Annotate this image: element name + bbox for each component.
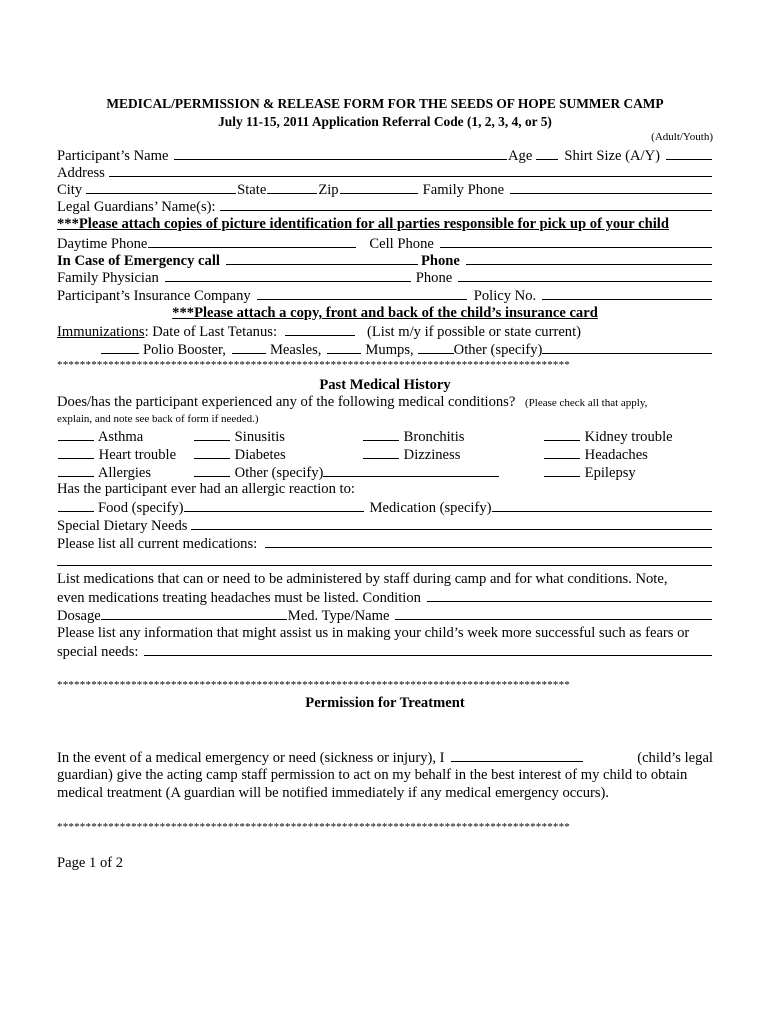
measles-check[interactable] [232,340,266,354]
measles-label: Measles, [269,342,322,358]
form-page [57,0,713,1024]
emergency-label: In Case of Emergency call [57,253,220,269]
immunizations-label: Immunizations [57,324,145,340]
staff-meds-line-2: even medications treating headaches must be listed. Condition [57,590,421,606]
physician-phone-field[interactable] [458,268,712,282]
emergency-phone-label: Phone [420,253,460,269]
staff-meds-row [57,588,713,606]
physician-phone-label: Phone [415,270,453,286]
participant-name-row [57,146,713,164]
treatment-p1-end: (child’s legal [637,750,713,766]
physician-field[interactable] [165,268,411,282]
address-label: Address [57,165,105,181]
phones-row [57,234,713,252]
dizziness-check[interactable] [363,445,399,459]
history-question-note: (Please check all that apply, [525,397,648,409]
separator-2: ****************************************************************************************** [57,679,570,691]
daytime-phone-field[interactable] [148,234,356,248]
bronchitis-check[interactable] [363,427,399,441]
diet-label: Special Dietary Needs [57,518,188,534]
dizziness-label: Dizziness [403,447,461,463]
info-line-2: special needs: [57,644,139,660]
food-label: Food (specify) [98,500,184,516]
guardians-field[interactable] [220,197,712,211]
policy-field[interactable] [542,286,712,300]
other-condition-check[interactable] [194,463,230,477]
med-type-field[interactable] [395,606,712,620]
city-field[interactable] [86,180,236,194]
info-row [57,642,713,660]
cell-phone-label: Cell Phone [369,236,434,252]
city-label: City [57,182,83,198]
age-field[interactable] [536,146,558,160]
kidney-check[interactable] [544,427,580,441]
allergies-label: Allergies [97,465,152,481]
id-notice: ***Please attach copies of picture identification for all parties responsible for pick up of your child [57,216,669,232]
sinusitis-label: Sinusitis [234,429,285,445]
special-needs-field[interactable] [144,642,712,656]
state-label: State [237,182,267,198]
participant-name-field[interactable] [174,146,507,160]
shirt-size-field[interactable] [666,146,712,160]
headaches-label: Headaches [584,447,648,463]
treatment-line-2: guardian) give the acting camp staff permission to act on my behalf in the best interest of my child to obtain [57,767,688,783]
current-meds-field-2[interactable] [57,552,712,566]
heart-label: Heart trouble [98,447,177,463]
medication-allergy-label: Medication (specify) [369,500,492,516]
tetanus-note: (List m/y if possible or state current) [367,324,582,340]
allergies-check[interactable] [58,463,94,477]
food-check[interactable] [58,498,94,512]
address-row [57,163,713,181]
adult-youth-note: (Adult/Youth) [651,131,713,143]
mumps-check[interactable] [327,340,361,354]
headaches-check[interactable] [544,445,580,459]
page-number: Page 1 of 2 [57,855,124,871]
allergic-question: Has the participant ever had an allergic reaction to: [57,481,355,497]
conditions-row-2 [57,445,713,463]
asthma-check[interactable] [58,427,94,441]
other-vaccine-check[interactable] [418,340,454,354]
family-phone-field[interactable] [510,180,712,194]
history-question-row [57,393,713,411]
form-subtitle: July 11-15, 2011 Application Referral Code (1, 2, 3, 4, or 5) [218,114,552,129]
form-title: MEDICAL/PERMISSION & RELEASE FORM FOR THE SEEDS OF HOPE SUMMER CAMP [106,96,664,111]
age-label: Age [508,148,533,164]
diabetes-label: Diabetes [234,447,286,463]
tetanus-field[interactable] [285,322,355,336]
other-vaccine-field[interactable] [542,340,712,354]
family-phone-label: Family Phone [422,182,505,198]
heart-check[interactable] [58,445,94,459]
staff-meds-line-1: List medications that can or need to be administered by staff during camp and for what conditions. Note, [57,571,668,587]
dosage-field[interactable] [101,606,287,620]
physician-row [57,268,713,286]
insurance-row [57,286,713,304]
cell-phone-field[interactable] [440,234,712,248]
allergic-row [57,498,713,516]
participant-name-label: Participant’s Name [57,148,169,164]
guardians-row [57,197,713,215]
separator-1: ****************************************************************************************** [57,359,570,371]
polio-check[interactable] [101,340,139,354]
other-condition-field[interactable] [323,463,499,477]
emergency-row [57,251,713,269]
bronchitis-label: Bronchitis [403,429,465,445]
physician-label: Family Physician [57,270,159,286]
shirt-size-label: Shirt Size (A/Y) [564,148,660,164]
kidney-label: Kidney trouble [584,429,673,445]
current-meds-label: Please list all current medications: [57,536,258,552]
address-field[interactable] [109,163,712,177]
mumps-label: Mumps, [365,342,414,358]
separator-3: ****************************************************************************************** [57,821,570,833]
dosage-label: Dosage [57,608,101,624]
info-line-1: Please list any information that might assist us in making your child’s week more successful such as fears or [57,625,690,641]
guardian-name-field[interactable] [451,748,583,762]
emergency-contact-field[interactable] [226,251,418,265]
diabetes-check[interactable] [194,445,230,459]
other-condition-label: Other (specify) [234,465,324,481]
state-field[interactable] [267,180,317,194]
policy-label: Policy No. [473,288,537,304]
sinusitis-check[interactable] [194,427,230,441]
epilepsy-label: Epilepsy [584,465,636,481]
medication-allergy-field[interactable] [492,498,712,512]
history-question-note-2: explain, and note see back of form if needed.) [57,413,259,425]
diet-field[interactable] [191,516,712,530]
treatment-line-3: medical treatment (A guardian will be notified immediately if any medical emergency occurs). [57,785,610,801]
condition-field[interactable] [427,588,712,602]
insurance-notice: ***Please attach a copy, front and back of the child’s insurance card [172,305,598,321]
treatment-heading: Permission for Treatment [305,695,465,711]
insurance-field[interactable] [257,286,467,300]
treatment-line-1 [57,748,713,766]
current-meds-field[interactable] [265,534,712,548]
current-meds-row-2 [57,552,713,570]
asthma-label: Asthma [97,429,144,445]
insurance-label: Participant’s Insurance Company [57,288,251,304]
food-field[interactable] [184,498,364,512]
other-vaccine-label: Other (specify) [453,342,543,358]
zip-label: Zip [318,182,339,198]
epilepsy-check[interactable] [544,463,580,477]
conditions-row-1 [57,427,713,445]
med-type-label: Med. Type/Name [287,608,390,624]
current-meds-row [57,534,713,552]
diet-row [57,516,713,534]
guardians-label: Legal Guardians’ Name(s): [57,199,216,215]
city-row [57,180,713,198]
emergency-phone-field[interactable] [466,251,712,265]
polio-label: Polio Booster, [143,342,226,358]
zip-field[interactable] [340,180,418,194]
dosage-row [57,606,713,624]
immunizations-row [57,322,713,340]
tetanus-label: : Date of Last Tetanus: [144,324,278,340]
treatment-p1-start: In the event of a medical emergency or need (sickness or injury), I [57,750,445,766]
daytime-phone-label: Daytime Phone [57,236,148,252]
history-heading: Past Medical History [319,377,451,393]
history-question: Does/has the participant experienced any of the following medical conditions? [57,394,516,410]
conditions-row-3 [57,463,713,481]
